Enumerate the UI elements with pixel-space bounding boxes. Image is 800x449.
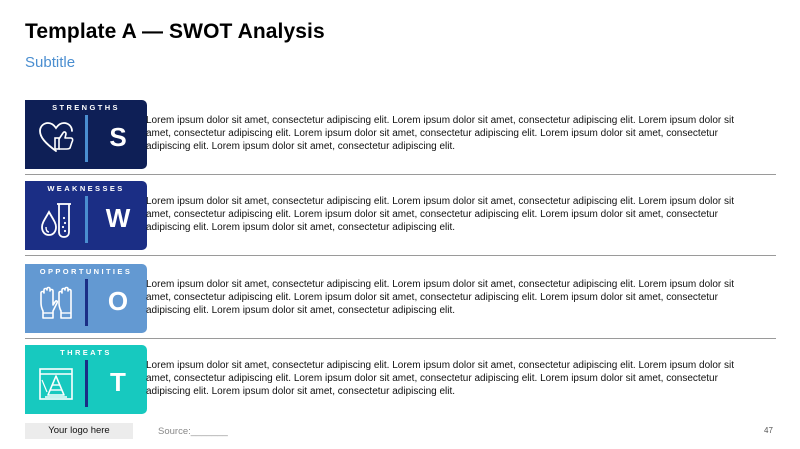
strengths-label: STRENGTHS (52, 103, 120, 112)
weaknesses-divider (85, 196, 88, 243)
strengths-text: Lorem ipsum dolor sit amet, consectetur adipiscing elit. Lorem ipsum dolor sit amet, consectetur adipiscing elit. Lorem ipsum dolor sit amet, consectetur adipiscing elit. Lorem ipsum dolor sit amet, consectetur adipiscing elit. Lorem ipsum dolor sit amet, consectetur adipiscing elit. Lorem ipsum dolor sit amet, consectetur adipiscing elit. (146, 115, 735, 152)
opportunities-text: Lorem ipsum dolor sit amet, consectetur adipiscing elit. Lorem ipsum dolor sit amet, consectetur adipiscing elit. Lorem ipsum dolor sit amet, consectetur adipiscing elit. Lorem ipsum dolor sit amet, consectetur adipiscing elit. Lorem ipsum dolor sit amet, consectetur adipiscing elit. Lorem ipsum dolor sit amet, consectetur adipiscing elit. (146, 279, 735, 316)
opportunities-letter: O (107, 286, 129, 316)
page-title: Template A — SWOT Analysis (25, 20, 325, 43)
gloves-icon (35, 281, 77, 323)
row-divider (25, 255, 776, 256)
swot-row-weaknesses (25, 181, 776, 250)
traffic-cone-icon (35, 362, 77, 404)
page-number: 47 (764, 426, 773, 435)
strengths-divider (85, 115, 88, 162)
swot-row-opportunities (25, 264, 776, 333)
logo-placeholder: Your logo here (25, 423, 133, 439)
weaknesses-card (25, 181, 147, 250)
weaknesses-text: Lorem ipsum dolor sit amet, consectetur adipiscing elit. Lorem ipsum dolor sit amet, consectetur adipiscing elit. Lorem ipsum dolor sit amet, consectetur adipiscing elit. Lorem ipsum dolor sit amet, consectetur adipiscing elit. Lorem ipsum dolor sit amet, consectetur adipiscing elit. Lorem ipsum dolor sit amet, consectetur adipiscing elit. (146, 196, 735, 233)
swot-row-threats (25, 345, 776, 414)
source-note: Source:_______ (158, 426, 228, 437)
threats-letter: T (110, 367, 126, 397)
drop-test-tube-icon (35, 198, 77, 240)
threats-text: Lorem ipsum dolor sit amet, consectetur adipiscing elit. Lorem ipsum dolor sit amet, consectetur adipiscing elit. Lorem ipsum dolor sit amet, consectetur adipiscing elit. Lorem ipsum dolor sit amet, consectetur adipiscing elit. Lorem ipsum dolor sit amet, consectetur adipiscing elit. Lorem ipsum dolor sit amet, consectetur adipiscing elit. (146, 360, 735, 397)
page-subtitle: Subtitle (25, 54, 76, 71)
threats-divider (85, 360, 88, 407)
threats-label: THREATS (60, 348, 112, 357)
strengths-letter: S (109, 122, 127, 152)
opportunities-label: OPPORTUNITIES (39, 267, 133, 276)
threats-card (25, 345, 147, 414)
opportunities-divider (85, 279, 88, 326)
weaknesses-letter: W (105, 203, 131, 233)
swot-row-strengths (25, 100, 776, 169)
heart-thumbs-up-icon (35, 117, 77, 159)
weaknesses-label: WEAKNESSES (47, 184, 125, 193)
row-divider (25, 338, 776, 339)
row-divider (25, 174, 776, 175)
strengths-card (25, 100, 147, 169)
opportunities-card (25, 264, 147, 333)
